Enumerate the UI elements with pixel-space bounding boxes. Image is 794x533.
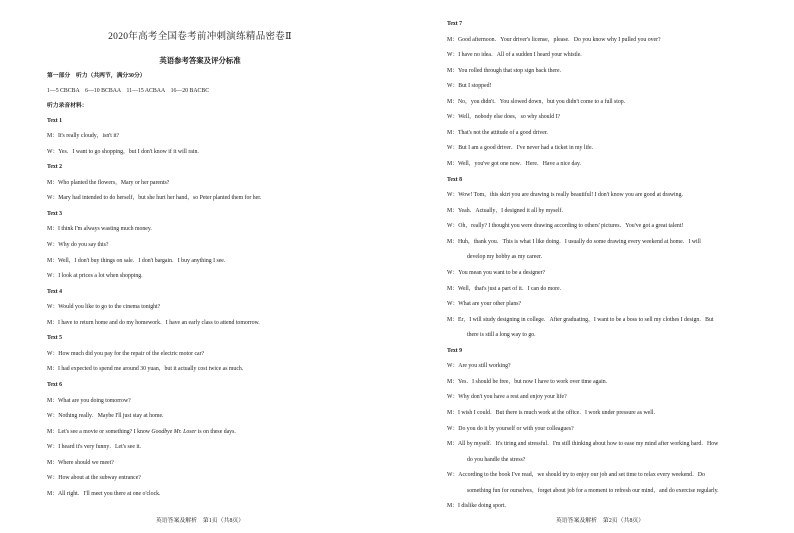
material-label: 听力录音材料： xyxy=(47,103,88,109)
dialogue-line: M：Yeah．Actually，I designed it all by myself. xyxy=(447,207,563,214)
dialogue-line: M：It's really cloudy，isn't it? xyxy=(47,133,120,140)
dialogue-line: W：Would you like to go to the cinema tonight? xyxy=(47,304,161,311)
dialogue-line: W：I look at prices a lot when shopping. xyxy=(47,273,143,280)
exam-title: 2020年高考全国卷考前冲刺演练精品密卷Ⅱ xyxy=(108,32,292,42)
text-heading: Text 4 xyxy=(47,288,63,295)
page-2 xyxy=(410,0,790,533)
dialogue-line: W：But I stopped! xyxy=(447,83,492,90)
page-footer: 英语答案及解析 第2页（共8页） xyxy=(555,518,645,524)
dialogue-line: M：Where should we meet? xyxy=(47,459,114,466)
dialogue-line: M：I think I'm always wasting much money. xyxy=(47,226,152,233)
text-heading: Text 8 xyxy=(447,176,463,183)
text-heading: Text 2 xyxy=(47,164,63,171)
dialogue-line: M：Let's see a movie or something? I know Goodbye Mr. Loser is on these days. xyxy=(47,428,236,435)
dialogue-line: M：What are you doing tomorrow? xyxy=(47,397,131,404)
dialogue-line: M：All by myself．It's tiring and stressful．I'm still thinking about how to ease my mind after working hard．How xyxy=(447,441,719,448)
dialogue-line: W：Oh，really? I thought you were drawing according to others' pictures．You've got a great talent! xyxy=(447,223,684,230)
dialogue-line: W：Are you still working? xyxy=(447,363,511,370)
text-heading: Text 3 xyxy=(47,210,63,217)
dialogue-line: M：All right．I'll meet you there at one o'clock. xyxy=(47,490,161,497)
dialogue-line: W：What are your other plans? xyxy=(447,301,522,308)
dialogue-line: M：No，you didn't．You slowed down，but you didn't come to a full stop. xyxy=(447,98,626,105)
dialogue-line: there is still a long way to go. xyxy=(467,332,536,339)
text-heading: Text 7 xyxy=(447,21,463,27)
dialogue-line: W：Why do you say this? xyxy=(47,241,109,248)
dialogue-line: W：Wow! Tom，this skirt you are drawing is really beautiful! I don't know you are good at drawing. xyxy=(447,192,683,199)
dialogue-line: M：I have to return home and do my homework．I have an early class to attend tomorrow. xyxy=(47,319,260,326)
dialogue-line: M：Well，I don't buy things on sale．I don't bargain．I buy anything I see. xyxy=(47,257,226,264)
text-heading: Text 9 xyxy=(447,347,463,354)
dialogue-line: W：How much did you pay for the repair of the electric motor car? xyxy=(47,350,205,357)
text-heading: Text 5 xyxy=(47,335,63,342)
dialogue-line: M：Well，you've got one now．Here．Have a nice day. xyxy=(447,161,581,168)
dialogue-line: something fun for ourselves，forget about job for a moment to refresh our mind，and do exercise regularly. xyxy=(467,487,719,494)
dialogue-line: W：How about at the subway entrance? xyxy=(47,475,141,482)
dialogue-line: W：Nothing really．Maybe I'll just stay at home. xyxy=(47,413,164,420)
text-heading: Text 1 xyxy=(47,117,63,124)
dialogue-line: M：Yes．I should be free，but now I have to work over time again. xyxy=(447,378,608,385)
text-heading: Text 6 xyxy=(47,382,63,389)
dialogue-line: W：I have no idea．All of a sudden I heard your whistle. xyxy=(447,52,582,59)
page-footer: 英语答案及解析 第1页（共8页） xyxy=(155,518,245,524)
dialogue-line: M：You rolled through that stop sign back there. xyxy=(447,67,562,74)
dialogue-line: W：Do you do it by yourself or with your colleagues? xyxy=(447,425,574,432)
answer-line: 1—5 CBCBA 6—10 BCBAA 11—15 ACBAA 16—20 BACBC xyxy=(47,88,210,94)
dialogue-line: M：Good afternoon．Your driver's license，please．Do you know why I pulled you over? xyxy=(447,36,661,43)
dialogue-line: W：Mary had intended to do herself，but she hurt her hand，so Peter planted them for her. xyxy=(47,195,262,202)
dialogue-line: W：Why don't you have a rest and enjoy your life? xyxy=(447,394,567,401)
dialogue-line: M：I wish I could．But there is much work at the office．I work under pressure as well. xyxy=(447,410,655,416)
dialogue-line: W：I heard it's very funny．Let's see it. xyxy=(47,444,142,451)
dialogue-line: W：Yes．I want to go shopping，but I don't know if it will rain. xyxy=(47,148,199,155)
answer-key-subtitle: 英语参考答案及评分标准 xyxy=(159,56,241,65)
dialogue-line: W：Well，nobody else does，so why should I? xyxy=(447,114,561,121)
dialogue-line: do you handle the stress? xyxy=(467,456,526,463)
dialogue-line: M：Er，I will study designing in college．After graduating，I want to be a boss to sell my clothes I design．But xyxy=(447,316,714,323)
page-1 xyxy=(10,0,390,533)
dialogue-line: develop my hobby as my career. xyxy=(467,254,543,261)
dialogue-line: W：But I am a good driver．I've never had a ticket in my life. xyxy=(447,145,594,152)
dialogue-line: M：Well，that's just a part of it．I can do more. xyxy=(447,285,562,292)
dialogue-line: M：Who planted the flowers，Mary or her parents? xyxy=(47,179,170,186)
dialogue-line: W：According to the book I've read，we should try to enjoy our job and set time to relax every weekend．Do xyxy=(447,472,705,479)
dialogue-line: M：Huh，thank you．This is what I like doing．I usually do some drawing every weekend at home．I will xyxy=(447,238,701,245)
section-heading: 第一部分 听力（共两节，满分30分） xyxy=(47,73,146,79)
dialogue-line: M：I had expected to spend me around 30 yuan，but it actually cost twice as much. xyxy=(47,366,244,373)
dialogue-line: W：You mean you want to be a designer? xyxy=(447,269,546,276)
dialogue-line: M：I dislike doing sport. xyxy=(447,503,506,510)
dialogue-line: M：That's not the attitude of a good driver. xyxy=(447,129,548,136)
